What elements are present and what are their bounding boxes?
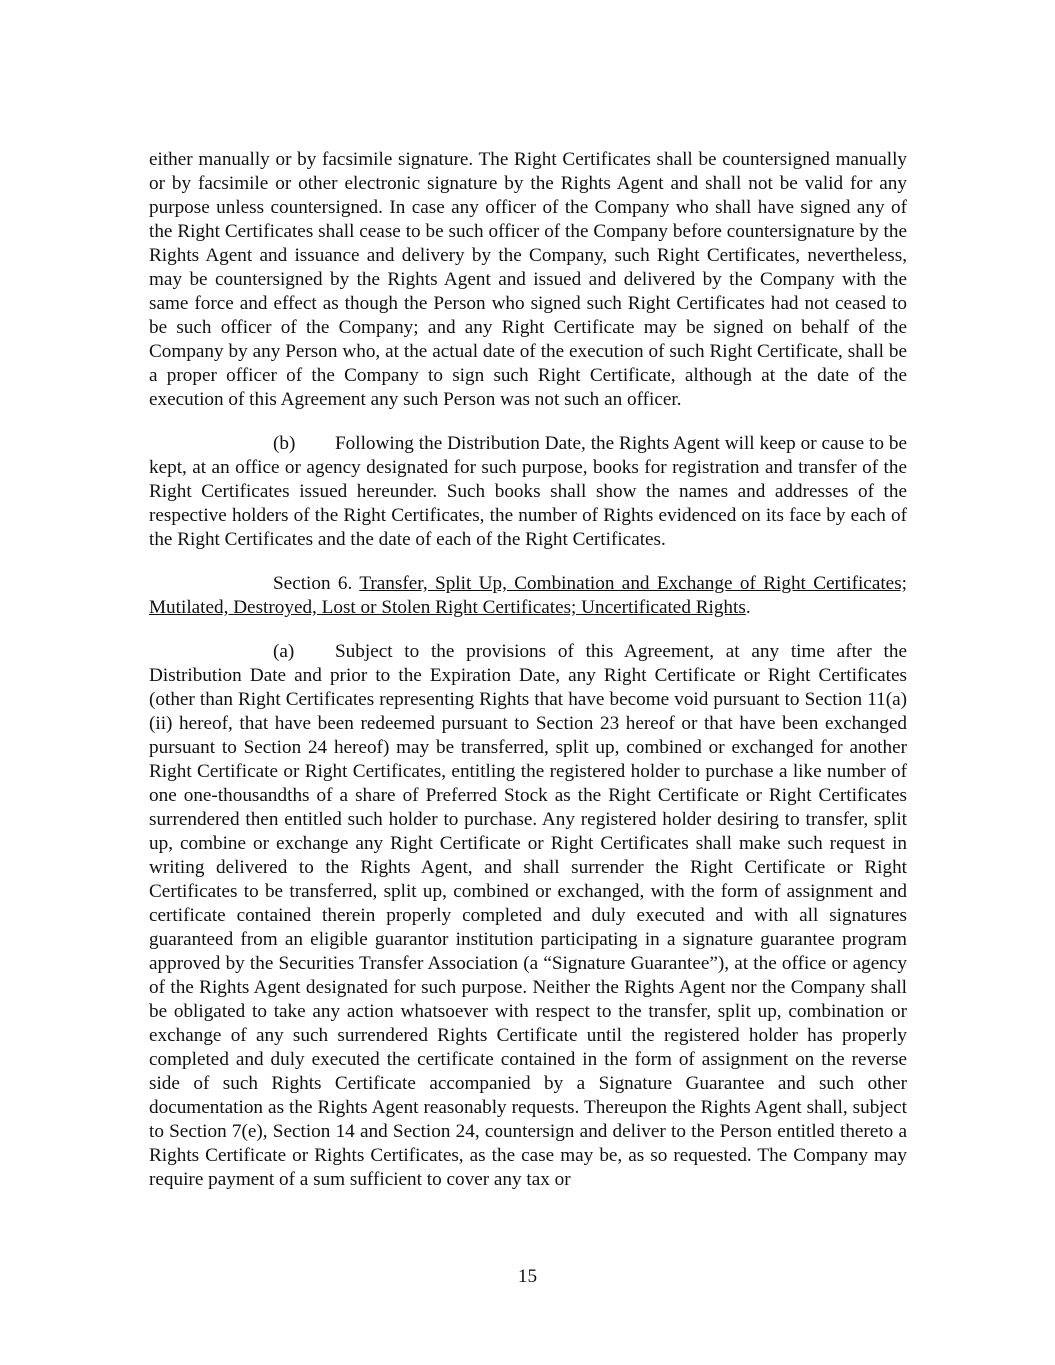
paragraph-b-text: Following the Distribution Date, the Rights Agent will keep or cause to be kept, at an office or agency designated for such purpose, books for registration and transfer of the Right Certificates issued hereunder. Such books shall show the names and addresses of the respective holders of the Right Certificates, the number of Rights evidenced on its face by each of the Right Certificates and the date of each of the Right Certificates. — [149, 433, 907, 550]
page-number: 15 — [517, 1266, 538, 1287]
document-page — [149, 148, 907, 1212]
section-6-title: Transfer, Split Up, Combination and Exchange of Right Certificates; Mutilated, Destroyed, Lost or Stolen Right Certificates; Uncertificated Rights — [149, 573, 907, 618]
continuation-paragraph: either manually or by facsimile signature. The Right Certificates shall be countersigned manually or by facsimile or other electronic signature by the Rights Agent and shall not be valid for any purpose unless countersigned. In case any officer of the Company who shall have signed any of the Right Certificates shall cease to be such officer of the Company before countersignature by the Rights Agent and issuance and delivery by the Company, such Right Certificates, nevertheless, may be countersigned by the Rights Agent and issued and delivered by the Company with the same force and effect as though the Person who signed such Right Certificates had not ceased to be such officer of the Company; and any Right Certificate may be signed on behalf of the Company by any Person who, at the actual date of the execution of such Right Certificate, shall be a proper officer of the Company to sign such Right Certificate, although at the date of the execution of this Agreement any such Person was not such an officer. — [149, 149, 907, 410]
paragraph-b-label: (b) — [273, 433, 296, 454]
paragraph-b — [149, 432, 907, 552]
section-6-heading — [149, 572, 907, 620]
paragraph-a — [149, 640, 907, 1192]
section-6-number: Section 6. — [273, 573, 353, 594]
section-6-end-punctuation: . — [745, 597, 751, 618]
paragraph-a-text: Subject to the provisions of this Agreement, at any time after the Distribution Date and prior to the Expiration Date, any Right Certificate or Right Certificates (other than Right Certificates representing Rights that have become void pursuant to Section 11(a)(ii) hereof, that have been redeemed pursuant to Section 23 hereof or that have been exchanged pursuant to Section 24 hereof) may be transferred, split up, combined or exchanged for another Right Certificate or Right Certificates, entitling the registered holder to purchase a like number of one one-thousandths of a share of Preferred Stock as the Right Certificate or Right Certificates surrendered then entitled such holder to purchase. Any registered holder desiring to transfer, split up, combine or exchange any Right Certificate or Right Certificates shall make such request in writing delivered to the Rights Agent, and shall surrender the Right Certificate or Right Certificates to be transferred, split up, combined or exchanged, with the form of assignment and certificate contained therein properly completed and duly executed and with all signatures guaranteed from an eligible guarantor institution participating in a signature guarantee program approved by the Securities Transfer Association (a “Signature Guarantee”), at the office or agency of the Rights Agent designated for such purpose. Neither the Rights Agent nor the Company shall be obligated to take any action whatsoever with respect to the transfer, split up, combination or exchange of any such surrendered Rights Certificate until the registered holder has properly completed and duly executed the certificate contained in the form of assignment on the reverse side of such Rights Certificate accompanied by a Signature Guarantee and such other documentation as the Rights Agent reasonably requests. Thereupon the Rights Agent shall, subject to Section 7(e), Section 14 and Section 24, countersign and deliver to the Person entitled thereto a Rights Certificate or Rights Certificates, as the case may be, as so requested. The Company may require payment of a sum sufficient to cover any tax or — [149, 641, 907, 1190]
paragraph-a-label: (a) — [273, 641, 295, 662]
